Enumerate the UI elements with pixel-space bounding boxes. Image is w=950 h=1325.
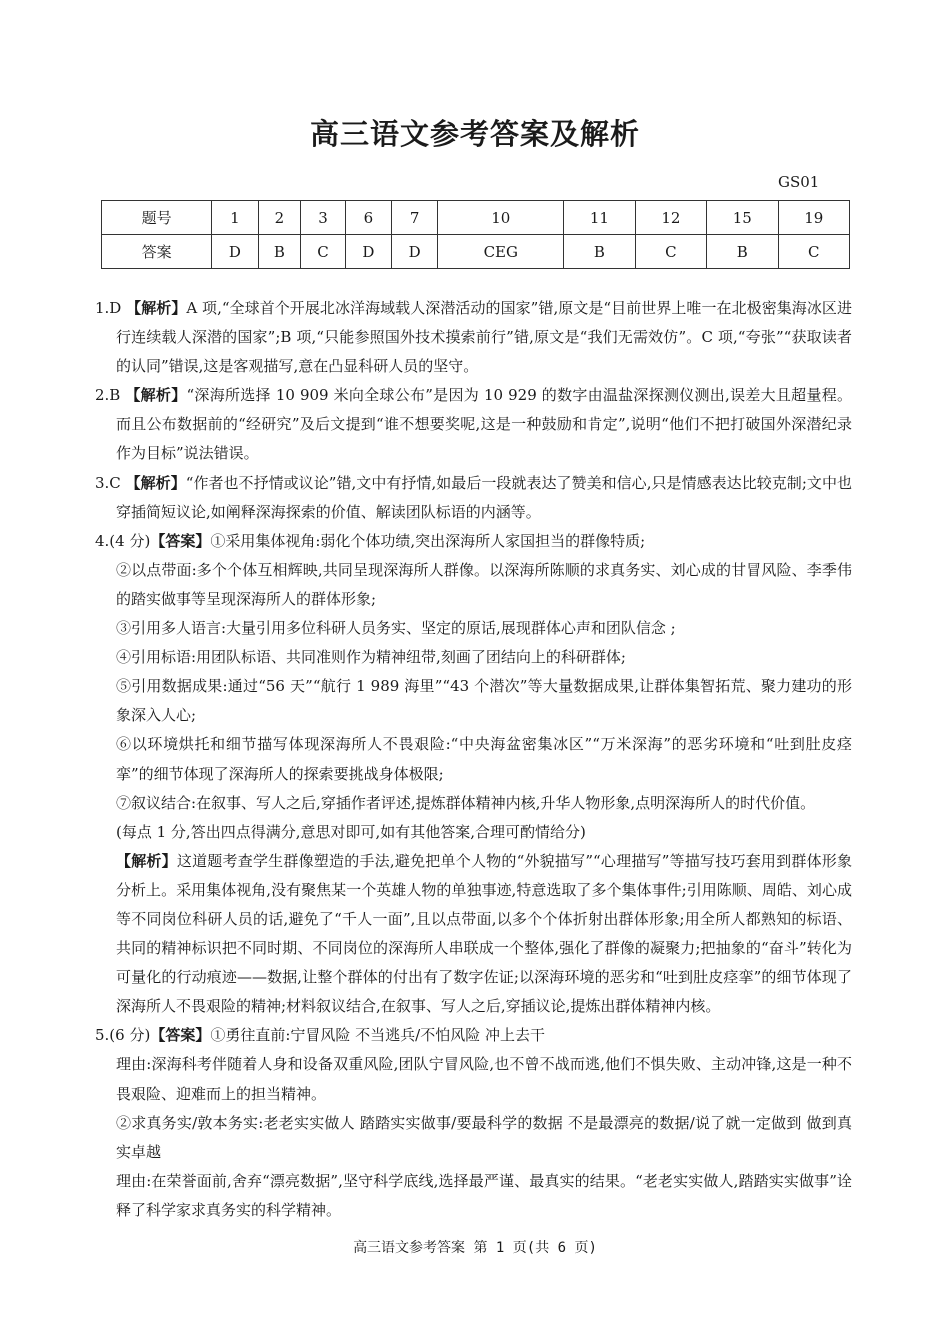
question-number-cell: 1: [212, 201, 258, 235]
question-number-cell: 12: [635, 201, 706, 235]
reason-1: 理由:深海科考伴随着人身和设备双重风险,团队宁冒风险,也不曾不战而逃,他们不惧失败、主动冲锋,这是一种不畏艰险、迎难而上的担当精神。: [116, 1055, 852, 1103]
answer-point-6: ⑥以环境烘托和细节描写体现深海所人不畏艰险:“中央海盆密集冰区”“万米深海”的恶劣环境和“吐到肚皮痉挛”的细节体现了深海所人的探索要挑战身体极限;: [116, 735, 852, 783]
question-number-cell: 2: [258, 201, 301, 235]
explanation-text: “作者也不抒情或议论”错,文中有抒情,如最后一段就表达了赞美和信心,只是情感表达比较克制;文中也穿插简短议论,如阐释深海探索的价值、解读团队标语的内涵等。: [116, 473, 852, 521]
question-1-explanation: [95, 294, 852, 381]
answer-point-7: ⑦叙议结合:在叙事、写人之后,穿插作者评述,提炼群体精神内核,升华人物形象,点明深海所人的时代价值。: [116, 793, 816, 812]
answer-point-5: ⑤引用数据成果:通过“56 天”“航行 1 989 海里”“43 个潜次”等大量数据成果,让群体集智拓荒、聚力建功的形象深入人心;: [116, 677, 852, 725]
scoring-note: (每点 1 分,答出四点得满分,意思对即可,如有其他答案,合理可酌情给分): [116, 822, 586, 841]
answer-cell: C: [301, 235, 345, 269]
question-2-explanation: [95, 381, 852, 468]
reason-2: 理由:在荣誉面前,舍弃“漂亮数据”,坚守科学底线,选择最严谨、最真实的结果。“老老实实做人,踏踏实实做事”诠释了科学家求真务实的科学精神。: [116, 1171, 852, 1219]
answer-cell: C: [635, 235, 706, 269]
analysis-tag: 【解析】: [126, 299, 187, 317]
question-number-cell: 11: [564, 201, 635, 235]
question-number: 4.(4 分): [95, 531, 151, 550]
question-number-row: [102, 201, 850, 235]
answer-cell: B: [258, 235, 301, 269]
answer-cell: B: [564, 235, 635, 269]
answer-table: [101, 200, 850, 269]
answer-cell: C: [778, 235, 850, 269]
answer-cell: D: [345, 235, 391, 269]
page-footer: 高三语文参考答案 第 1 页(共 6 页): [353, 1240, 597, 1256]
answer-cell: D: [392, 235, 438, 269]
analysis-tag: 【解析】: [116, 851, 177, 870]
question-number-cell: 10: [438, 201, 564, 235]
answer-cell: CEG: [438, 235, 564, 269]
analysis-tag: 【解析】: [125, 473, 186, 492]
answer-point-4: ④引用标语:用团队标语、共同准则作为精神纽带,刻画了团结向上的科研群体;: [116, 648, 626, 667]
row-label-question-number: 题号: [102, 201, 212, 235]
question-number: 5.(6 分): [95, 1026, 151, 1045]
question-4-analysis: [116, 847, 852, 1022]
page-title: 高三语文参考答案及解析: [309, 117, 640, 151]
paper-code: GS01: [778, 173, 820, 191]
question-number-cell: 15: [707, 201, 778, 235]
question-number: 3.C: [95, 473, 121, 492]
answer-tag: 【答案】: [150, 1026, 211, 1045]
question-number-cell: 3: [301, 201, 345, 235]
question-number-cell: 6: [345, 201, 391, 235]
question-4-answer: [95, 527, 852, 556]
analysis-tag: 【解析】: [125, 386, 187, 405]
answer-cell: D: [212, 235, 258, 269]
question-number-cell: 19: [778, 201, 850, 235]
answer-point-3: ③引用多人语言:大量引用多位科研人员务实、坚定的原话,展现群体心声和团队信念 ;: [116, 619, 676, 638]
answer-row: [102, 235, 850, 269]
answer-point-1: ①采用集体视角:弱化个体功绩,突出深海所人家国担当的群像特质;: [210, 531, 646, 550]
answer-cell: B: [707, 235, 778, 269]
question-3-explanation: [95, 469, 852, 527]
explanations: [95, 294, 852, 1225]
explanation-text: A 项,“全球首个开展北冰洋海域载人深潜活动的国家”错,原文是“目前世界上唯一在北极密集海冰区进行连续载人深潜的国家”;B 项,“只能参照国外技术摸索前行”错,原文是“我们无需效仿”。C 项,“夸张”“获取读者的认同”错误,这是客观描写,意在凸显科研人员的坚守。: [116, 299, 852, 376]
explanation-text: “深海所选择 10 909 米向全球公布”是因为 10 929 的数字由温盐深探测仪测出,误差大且超量程。而且公布数据前的“经研究”及后文提到“谁不想要奖呢,这是一种鼓励和肯定”,说明“他们不把打破国外深潜纪录作为目标”说法错误。: [116, 386, 852, 463]
answer-point-1: ①勇往直前:宁冒风险 不当逃兵/不怕风险 冲上去干: [210, 1026, 545, 1045]
question-number-cell: 7: [392, 201, 438, 235]
answer-point-2: ②求真务实/敦本务实:老老实实做人 踏踏实实做事/要最科学的数据 不是最漂亮的数据/说了就一定做到 做到真实卓越: [116, 1113, 852, 1161]
question-number: 1.D: [95, 299, 122, 317]
analysis-text: 这道题考查学生群像塑造的手法,避免把单个人物的“外貌描写”“心理描写”等描写技巧套用到群体形象分析上。采用集体视角,没有聚焦某一个英雄人物的单独事迹,特意选取了多个集体事件;引用陈顺、周皓、刘心成等不同岗位科研人员的话,避免了“千人一面”,且以点带面,以多个个体折射出群体形象;用全所人都熟知的标语、共同的精神标识把不同时期、不同岗位的深海所人串联成一个整体,强化了群像的凝聚力;把抽象的“奋斗”转化为可量化的行动痕迹——数据,让整个群体的付出有了数字佐证;以深海环境的恶劣和“吐到肚皮痉挛”的细节体现了深海所人不畏艰险的精神;材料叙议结合,在叙事、写人之后,穿插议论,提炼出群体精神内核。: [116, 851, 852, 1016]
question-5-answer: [95, 1021, 852, 1050]
answer-point-2: ②以点带面:多个个体互相辉映,共同呈现深海所人群像。以深海所陈顺的求真务实、刘心成的甘冒风险、李季伟的踏实做事等呈现深海所人的群体形象;: [116, 560, 852, 608]
row-label-answer: 答案: [102, 235, 212, 269]
question-number: 2.B: [95, 386, 121, 405]
answer-tag: 【答案】: [150, 531, 211, 550]
